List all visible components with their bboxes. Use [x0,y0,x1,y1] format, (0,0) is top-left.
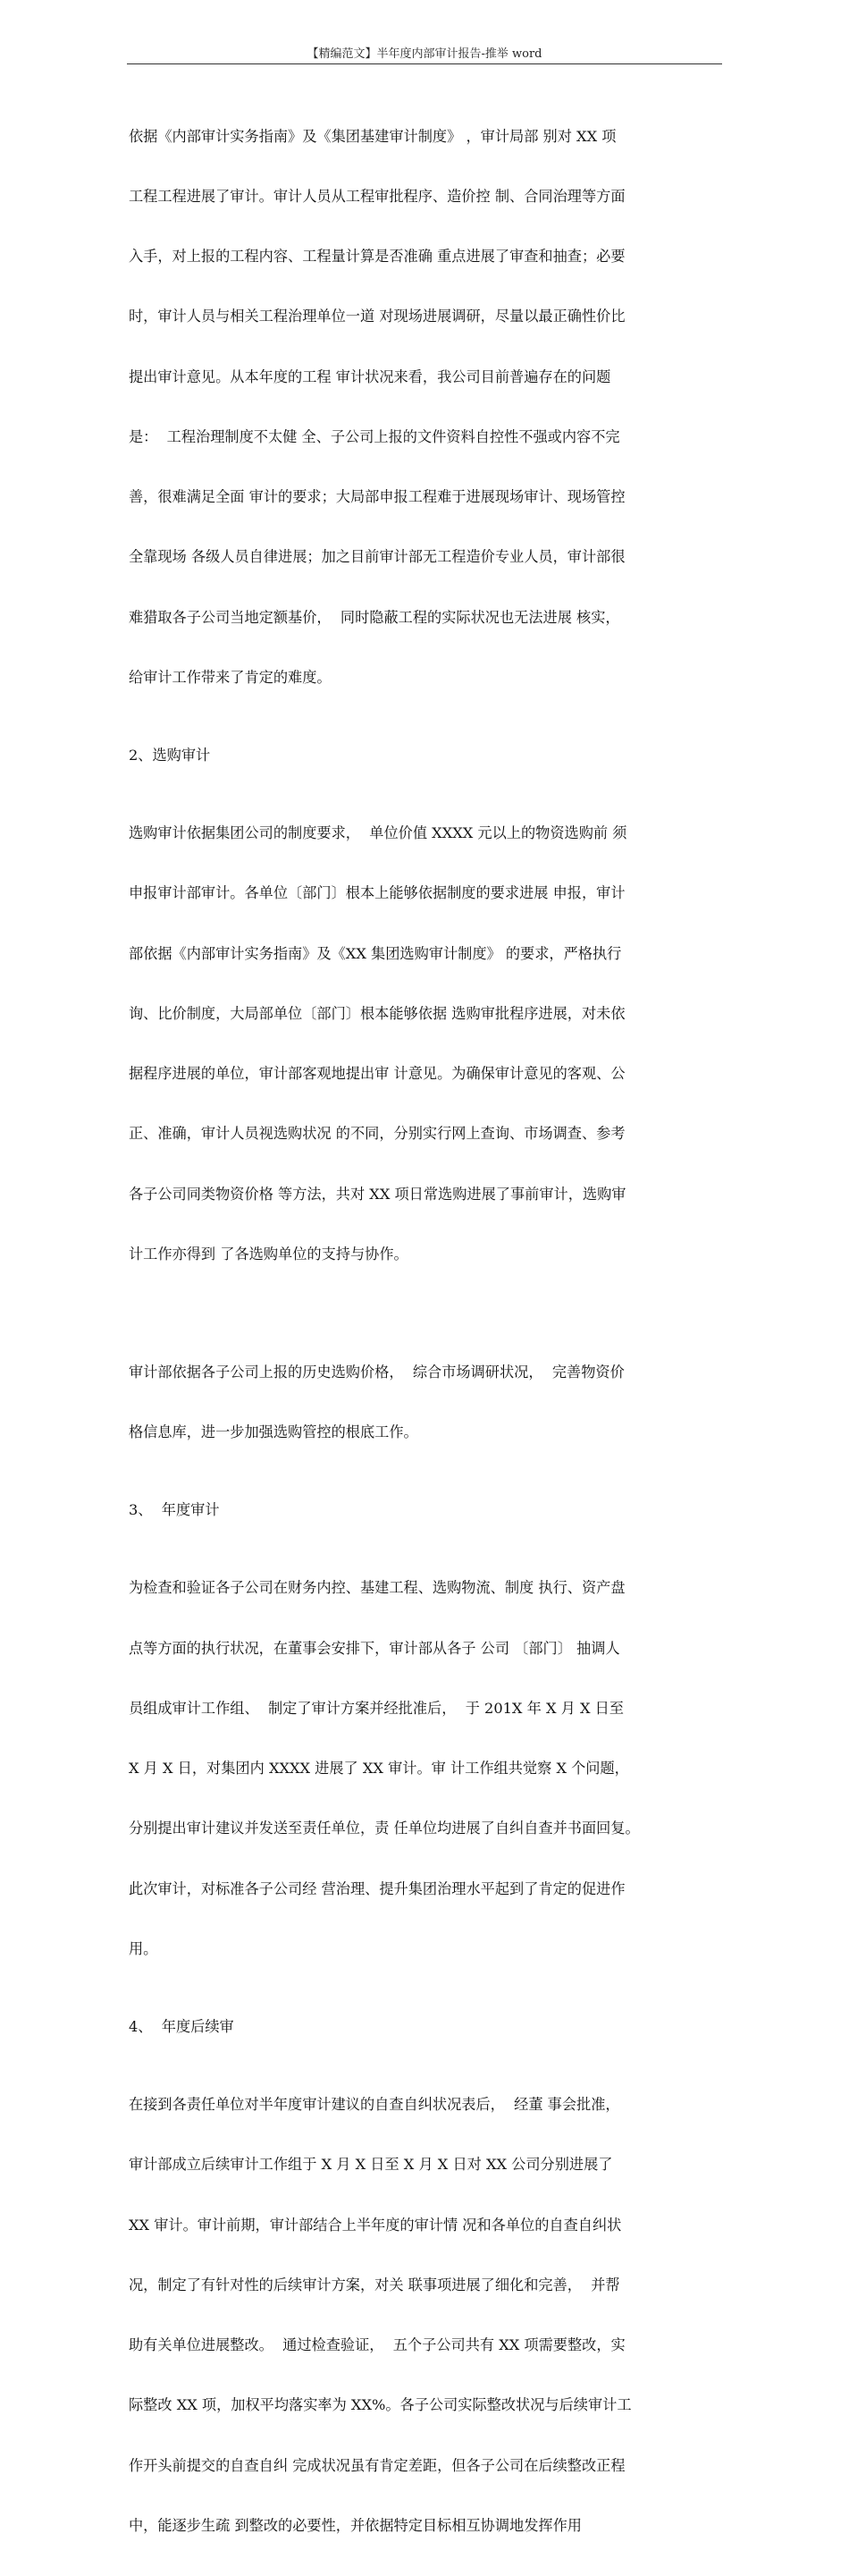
paragraph-engineering-audit [129,87,729,728]
text-line: 助有关单位进展整改。 通过检查验证， 五个子公司共有 XX 项需要整改，实 [129,2336,626,2354]
section-heading-procurement: 2、选购审计 [129,747,211,764]
text-line: 审计部成立后续审计工作组于 X 月 X 日至 X 月 X 日对 XX 公司分别进展了 [129,2156,613,2174]
text-line: 计工作亦得到 了各选购单位的支持与协作。 [129,1245,408,1263]
document-body [129,87,729,2576]
text-line: XX 审计。审计前期，审计部结合上半年度的审计情 况和各单位的自查自纠状 [129,2216,622,2234]
text-line: 依据《内部审计实务指南》及《集团基建审计制度》 ，审计局部 别对 XX 项 [129,127,617,145]
text-line: 难猎取各子公司当地定额基价， 同时隐蔽工程的实际状况也无法进展 核实， [129,608,620,626]
header-divider [127,63,722,64]
text-line: 在接到各责任单位对半年度审计建议的自查自纠状况表后， 经董 事会批准， [129,2096,620,2114]
text-line: 各子公司同类物资价格 等方法，共对 XX 项日常选购进展了事前审计，选购审 [129,1185,626,1203]
paragraph-procurement-audit [129,783,729,1305]
text-line: 是： 工程治理制度不太健 全、子公司上报的文件资料自控性不强或内容不完 [129,427,620,445]
paragraph-annual-audit [129,1539,729,1999]
text-line: 作开头前提交的自查自纠 完成状况虽有肯定差距，但各子公司在后续整改正程 [129,2456,626,2474]
text-line: 据程序进展的单位，审计部客观地提出审 计意见。为确保审计意见的客观、公 [129,1065,626,1083]
text-line: 格信息库，进一步加强选购管控的根底工作。 [129,1423,418,1440]
section-heading-follow-up-audit: 4、 年度后续审 [129,2017,234,2035]
text-line: 此次审计，对标准各子公司经 营治理、提升集团治理水平起到了肯定的促进作 [129,1879,626,1897]
text-line: 询、比价制度，大局部单位〔部门〕根本能够依据 选购审批程序进展，对未依 [129,1004,626,1022]
text-line: 中，能逐步生疏 到整改的必要性，并依据特定目标相互协调地发挥作用 [129,2516,582,2534]
text-line: 况，制定了有针对性的后续审计方案，对关 联事项进展了细化和完善， 并帮 [129,2276,620,2293]
text-line: 为检查和验证各子公司在财务内控、基建工程、选购物流、制度 执行、资产盘 [129,1579,626,1597]
section-heading-annual-audit: 3、 年度审计 [129,1501,220,1519]
text-line: 际整改 XX 项，加权平均落实率为 XX%。各子公司实际整改状况与后续审计工 [129,2396,632,2414]
text-line: X 月 X 日，对集团内 XXXX 进展了 XX 审计。审 计工作组共觉察 X 个问题， [129,1760,629,1778]
text-line: 时，审计人员与相关工程治理单位一道 对现场进展调研，尽量以最正确性价比 [129,308,626,325]
text-line: 给审计工作带来了肯定的难度。 [129,668,332,686]
text-line: 点等方面的执行状况，在董事会安排下，审计部从各子 公司 〔部门〕 抽调人 [129,1639,620,1657]
text-line: 善，很难满足全面 审计的要求；大局部申报工程难于进展现场审计、现场管控 [129,488,626,506]
page-header: 【精编范文】半年度内部审计报告-推举 word [307,47,542,61]
paragraph-follow-up-audit [129,2055,729,2576]
text-line: 员组成审计工作组、 制定了审计方案并经批准后， 于 201X 年 X 月 X 日至 [129,1699,624,1717]
text-line: 选购审计依据集团公司的制度要求， 单位价值 XXXX 元以上的物资选购前 须 [129,824,627,842]
text-line: 正、准确，审计人员视选购状况 的不同，分别实行网上查询、市场调查、参考 [129,1125,626,1143]
text-line: 部依据《内部审计实务指南》及《XX 集团选购审计制度》 的要求，严格执行 [129,944,622,962]
text-line: 审计部依据各子公司上报的历史选购价格， 综合市场调研状况， 完善物资价 [129,1363,625,1381]
text-line: 入手，对上报的工程内容、工程量计算是否准确 重点进展了审查和抽查；必要 [129,248,626,266]
text-line: 全靠现场 各级人员自律进展；加之目前审计部无工程造价专业人员，审计部很 [129,548,626,566]
text-line: 提出审计意见。从本年度的工程 审计状况来看，我公司目前普遍存在的问题 [129,367,611,385]
paragraph-price-database [129,1322,729,1482]
text-line: 分别提出审计建议并发送至责任单位，责 任单位均进展了自纠自查并书面回复。 [129,1820,640,1837]
text-line: 工程工程进展了审计。审计人员从工程审批程序、造价控 制、合同治理等方面 [129,188,626,206]
text-line: 申报审计部审计。各单位〔部门〕根本上能够依据制度的要求进展 申报，审计 [129,884,626,902]
text-line: 用。 [129,1939,158,1957]
